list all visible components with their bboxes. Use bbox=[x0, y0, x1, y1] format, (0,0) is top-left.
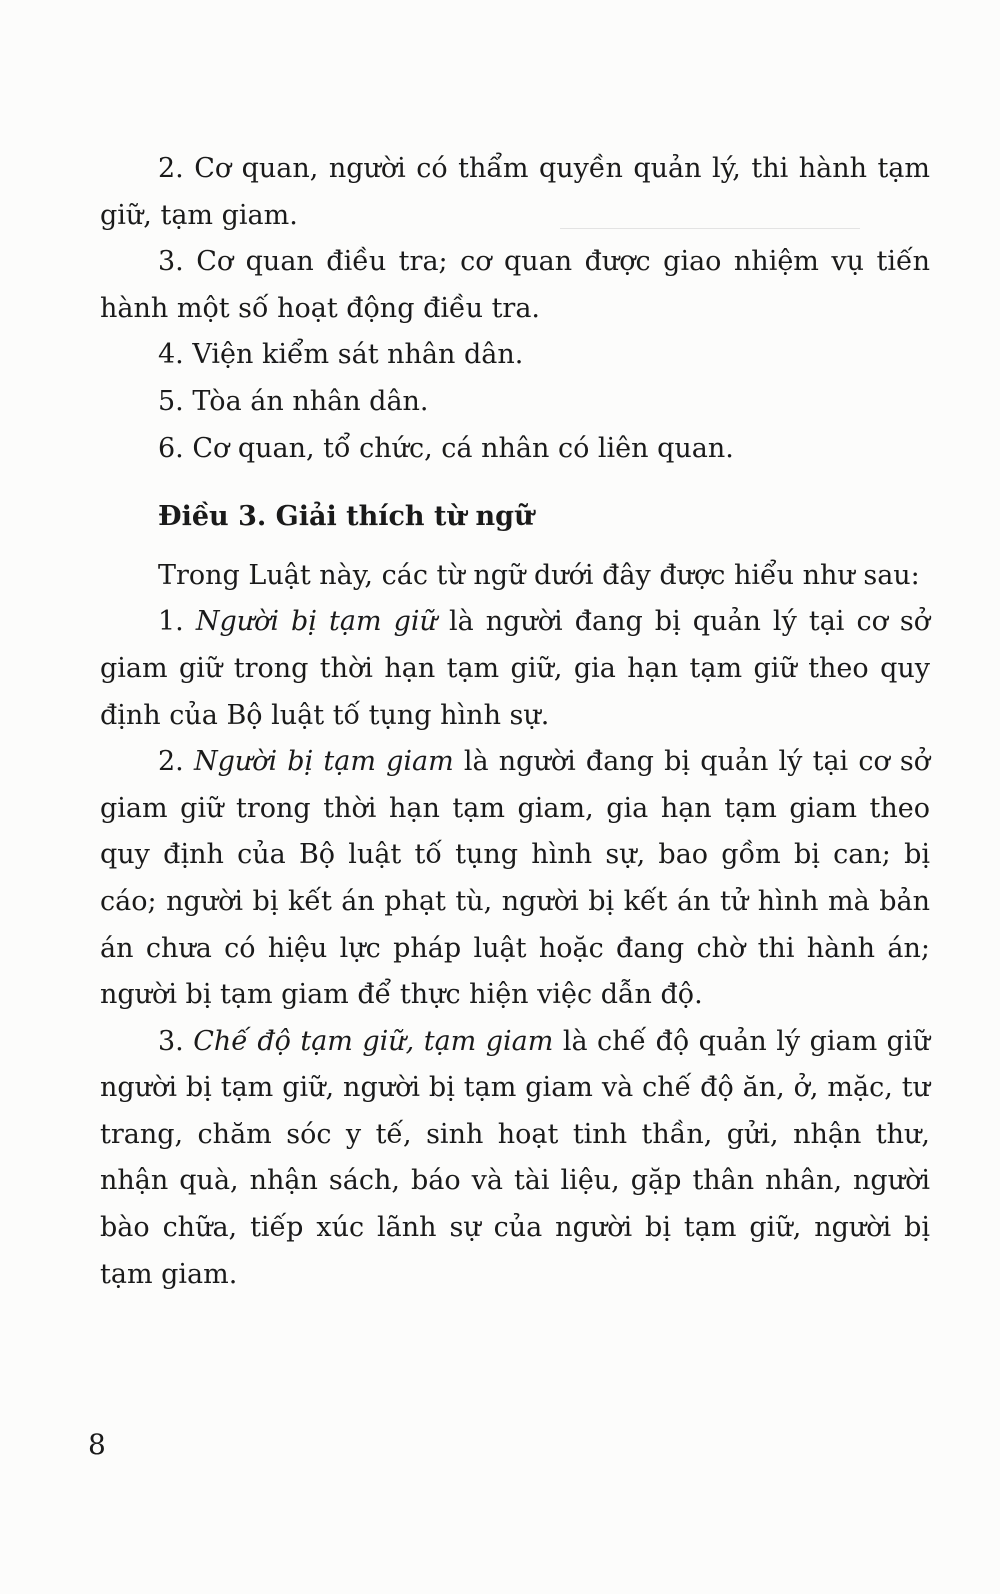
definition-item bbox=[100, 739, 930, 1019]
article-heading: Điều 3. Giải thích từ ngữ bbox=[158, 501, 534, 533]
definition-term: Người bị tạm giữ bbox=[195, 606, 437, 638]
list-item: 6. Cơ quan, tổ chức, cá nhân có liên quan. bbox=[158, 432, 734, 464]
definition-number: 2. bbox=[158, 746, 184, 778]
body-text bbox=[100, 146, 930, 1298]
page-number: 8 bbox=[88, 1428, 106, 1461]
definition-item bbox=[100, 599, 930, 739]
article-intro: Trong Luật này, các từ ngữ dưới đây được hiểu như sau: bbox=[158, 559, 920, 591]
definition-text: là người đang bị quản lý tại cơ sở giam giữ trong thời hạn tạm giữ, gia hạn tạm giữ theo quy định của Bộ luật tố tụng hình sự. bbox=[100, 606, 930, 731]
definition-item bbox=[100, 1019, 930, 1299]
definition-term: Người bị tạm giam bbox=[193, 746, 454, 778]
list-item: 4. Viện kiểm sát nhân dân. bbox=[158, 339, 524, 371]
definition-text: là người đang bị quản lý tại cơ sở giam giữ trong thời hạn tạm giam, gia hạn tạm giam theo quy định của Bộ luật tố tụng hình sự, bao gồm bị can; bị cáo; người bị kết án phạt tù, người bị kết án tử hình mà bản án chưa có hiệu lực pháp luật hoặc đang chờ thi hành án; người bị tạm giam để thực hiện việc dẫn độ. bbox=[100, 746, 930, 1011]
list-item: 2. Cơ quan, người có thẩm quyền quản lý, thi hành tạm giữ, tạm giam. bbox=[100, 153, 930, 231]
list-item: 5. Tòa án nhân dân. bbox=[158, 385, 429, 417]
definition-text: là chế độ quản lý giam giữ người bị tạm giữ, người bị tạm giam và chế độ ăn, ở, mặc, tư trang, chăm sóc y tế, sinh hoạt tinh thần, gửi, nhận thư, nhận quà, nhận sách, báo và tài liệu, gặp thân nhân, người bào chữa, tiếp xúc lãnh sự của người bị tạm giữ, người bị tạm giam. bbox=[100, 1025, 930, 1290]
list-item: 3. Cơ quan điều tra; cơ quan được giao nhiệm vụ tiến hành một số hoạt động điều tra. bbox=[100, 246, 930, 324]
definition-number: 1. bbox=[158, 606, 184, 638]
definition-term: Chế độ tạm giữ, tạm giam bbox=[193, 1025, 554, 1057]
definition-number: 3. bbox=[158, 1025, 184, 1057]
